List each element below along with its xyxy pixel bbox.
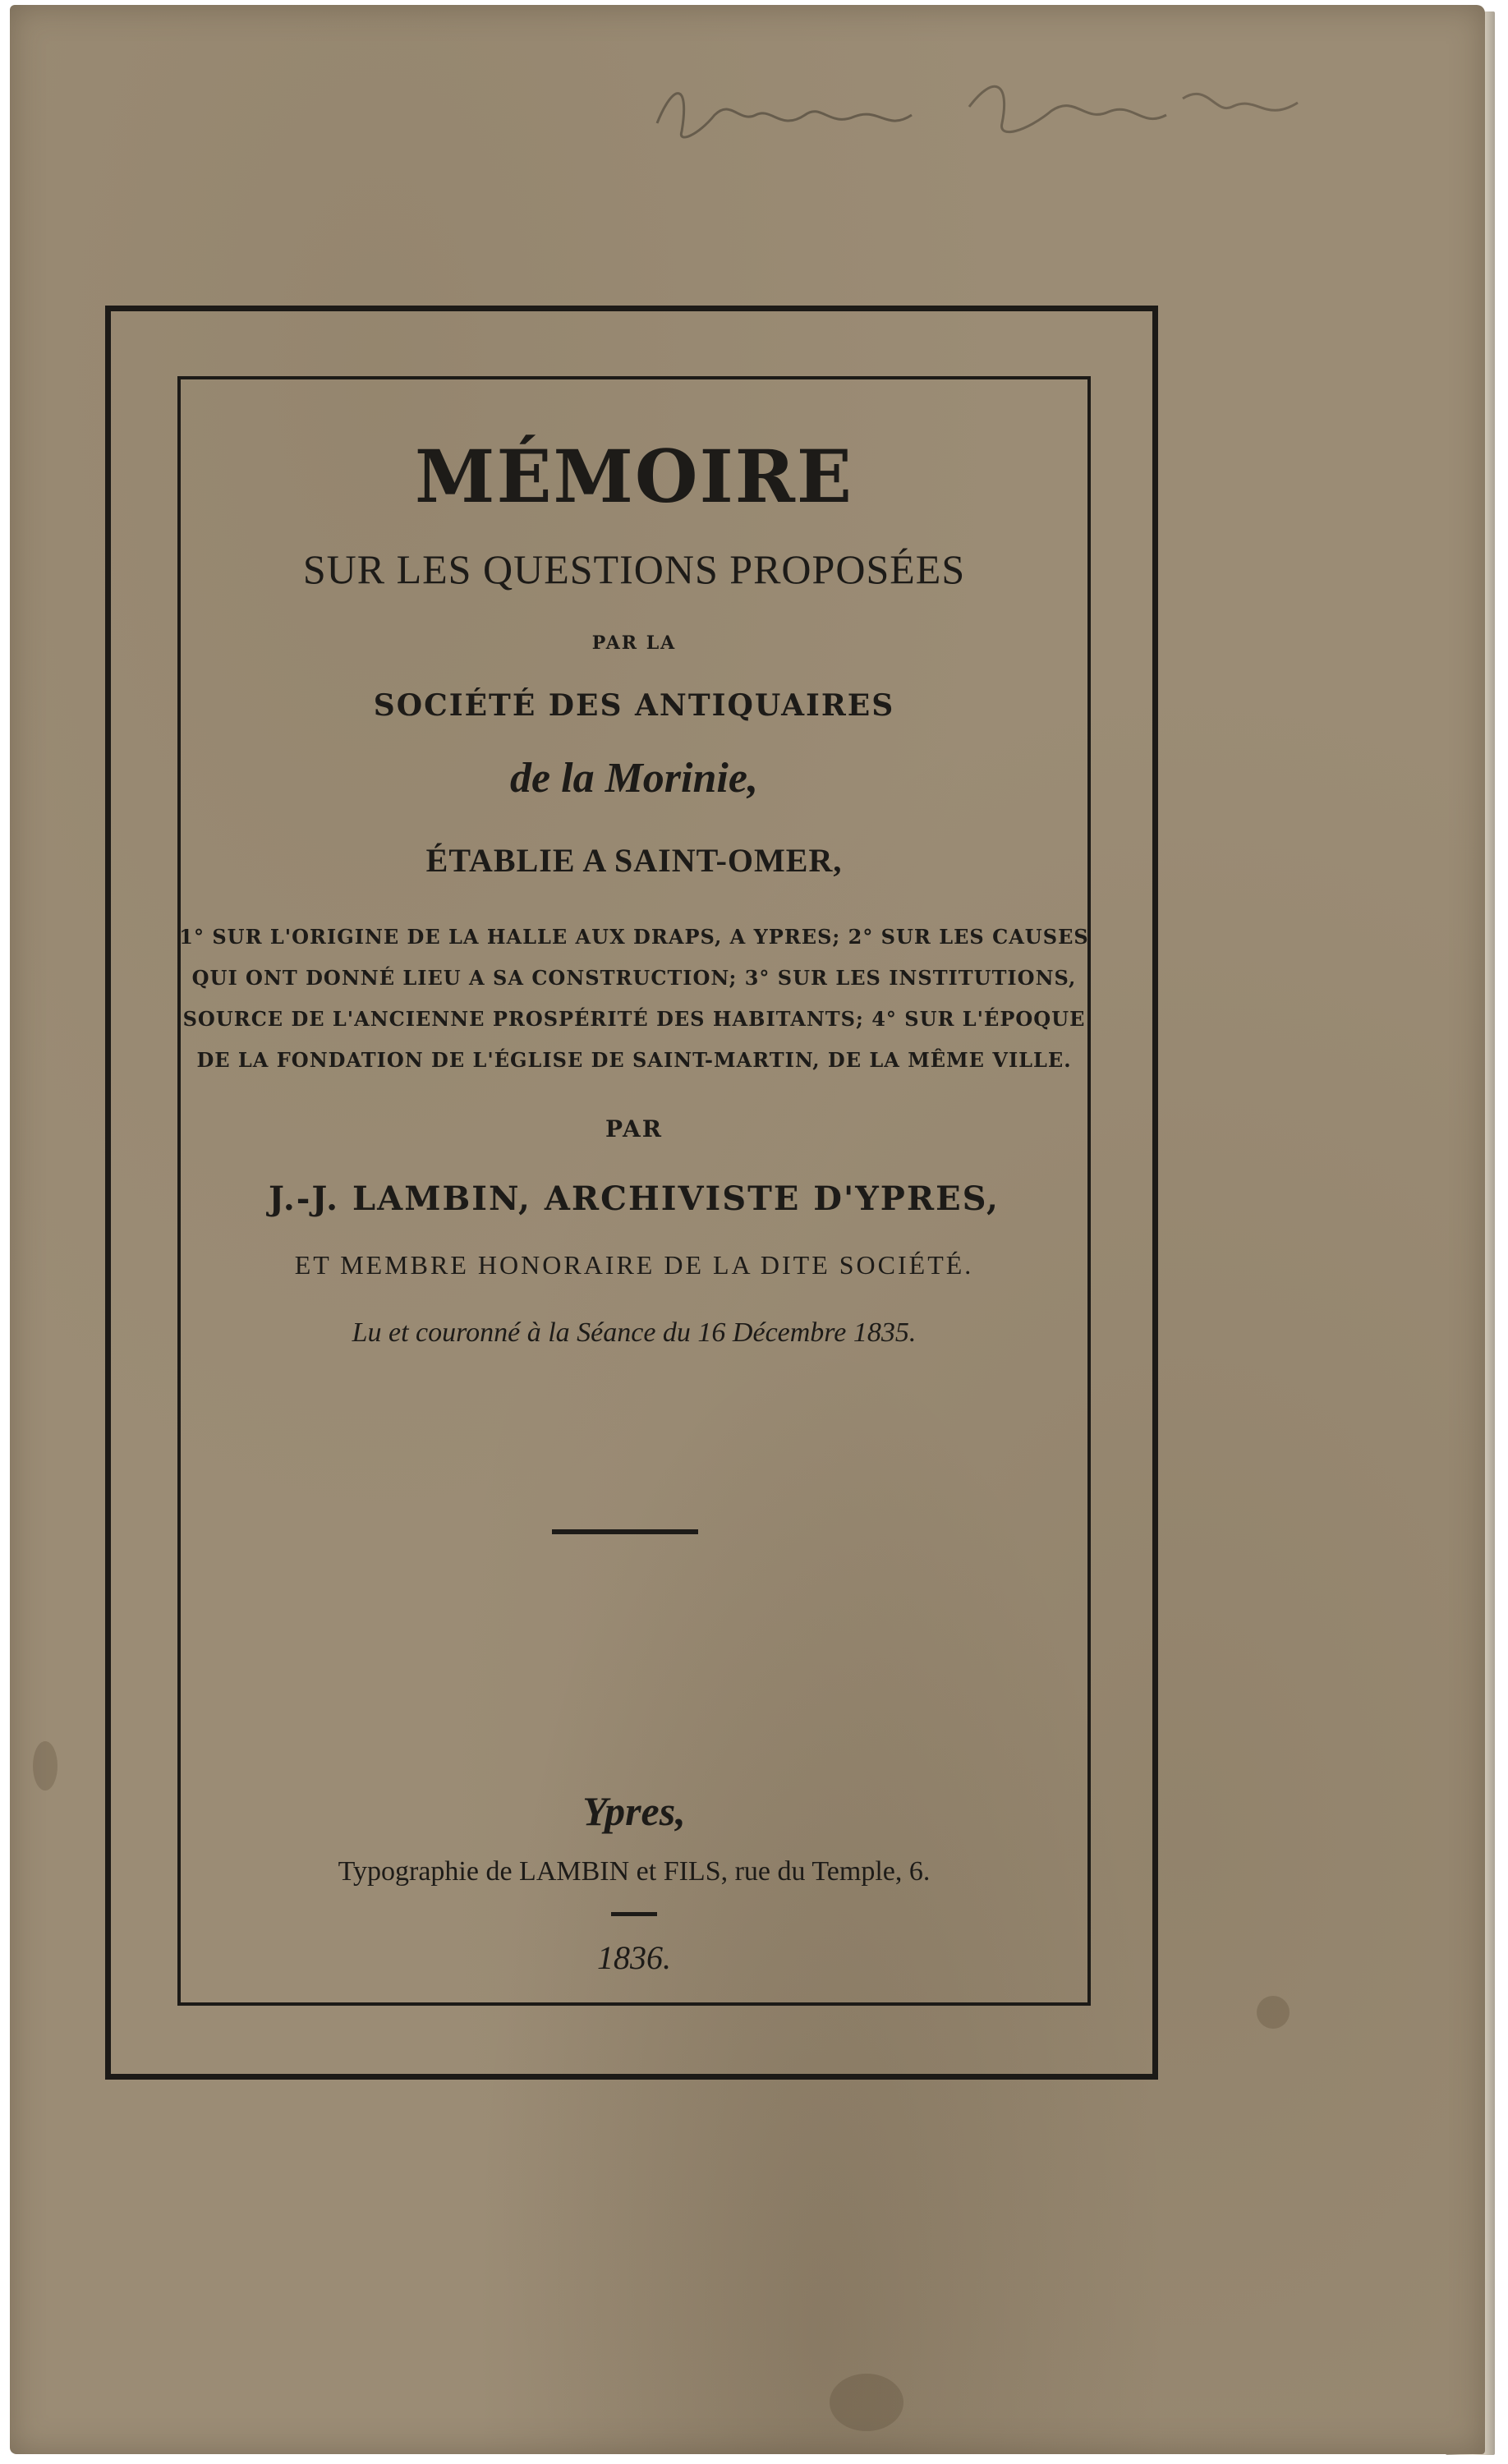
- printer-line: Typographie de LAMBIN et FILS, rue du Temple, 6.: [338, 1856, 931, 1887]
- reading-date-line: Lu et couronné à la Séance du 16 Décembre 1835.: [352, 1317, 917, 1348]
- society-name: SOCIÉTÉ DES ANTIQUAIRES: [373, 688, 895, 723]
- place-of-publication: Ypres,: [582, 1788, 686, 1834]
- stain: [830, 2374, 903, 2431]
- stain: [33, 1741, 57, 1791]
- body-line: QUI ONT DONNÉ LIEU A SA CONSTRUCTION; 3° SUR LES INSTITUTIONS,: [191, 966, 1077, 990]
- par-la: PAR LA: [591, 632, 677, 654]
- body-line: SOURCE DE L'ANCIENNE PROSPÉRITÉ DES HABITANTS; 4° SUR L'ÉPOQUE: [182, 1007, 1086, 1031]
- small-divider-rule: [611, 1912, 657, 1916]
- morinie-line: de la Morinie,: [510, 755, 758, 802]
- etablie-line: ÉTABLIE A SAINT-OMER,: [425, 842, 843, 879]
- title: MÉMOIRE: [415, 434, 853, 519]
- divider-rule: [552, 1529, 698, 1534]
- stain: [1257, 1996, 1290, 2029]
- handwritten-note-signature: [641, 57, 1314, 156]
- par-label: PAR: [605, 1115, 663, 1142]
- body-line: DE LA FONDATION DE L'ÉGLISE DE SAINT-MARTIN, DE LA MÊME VILLE.: [196, 1048, 1072, 1072]
- subtitle: SUR LES QUESTIONS PROPOSÉES: [302, 546, 966, 592]
- author-line: J.-J. LAMBIN, ARCHIVISTE D'YPRES,: [269, 1179, 1000, 1218]
- membre-line: ET MEMBRE HONORAIRE DE LA DITE SOCIÉTÉ.: [294, 1250, 974, 1280]
- body-line: 1° SUR L'ORIGINE DE LA HALLE AUX DRAPS, A YPRES; 2° SUR LES CAUSES: [179, 925, 1089, 949]
- publication-year: 1836.: [597, 1939, 671, 1976]
